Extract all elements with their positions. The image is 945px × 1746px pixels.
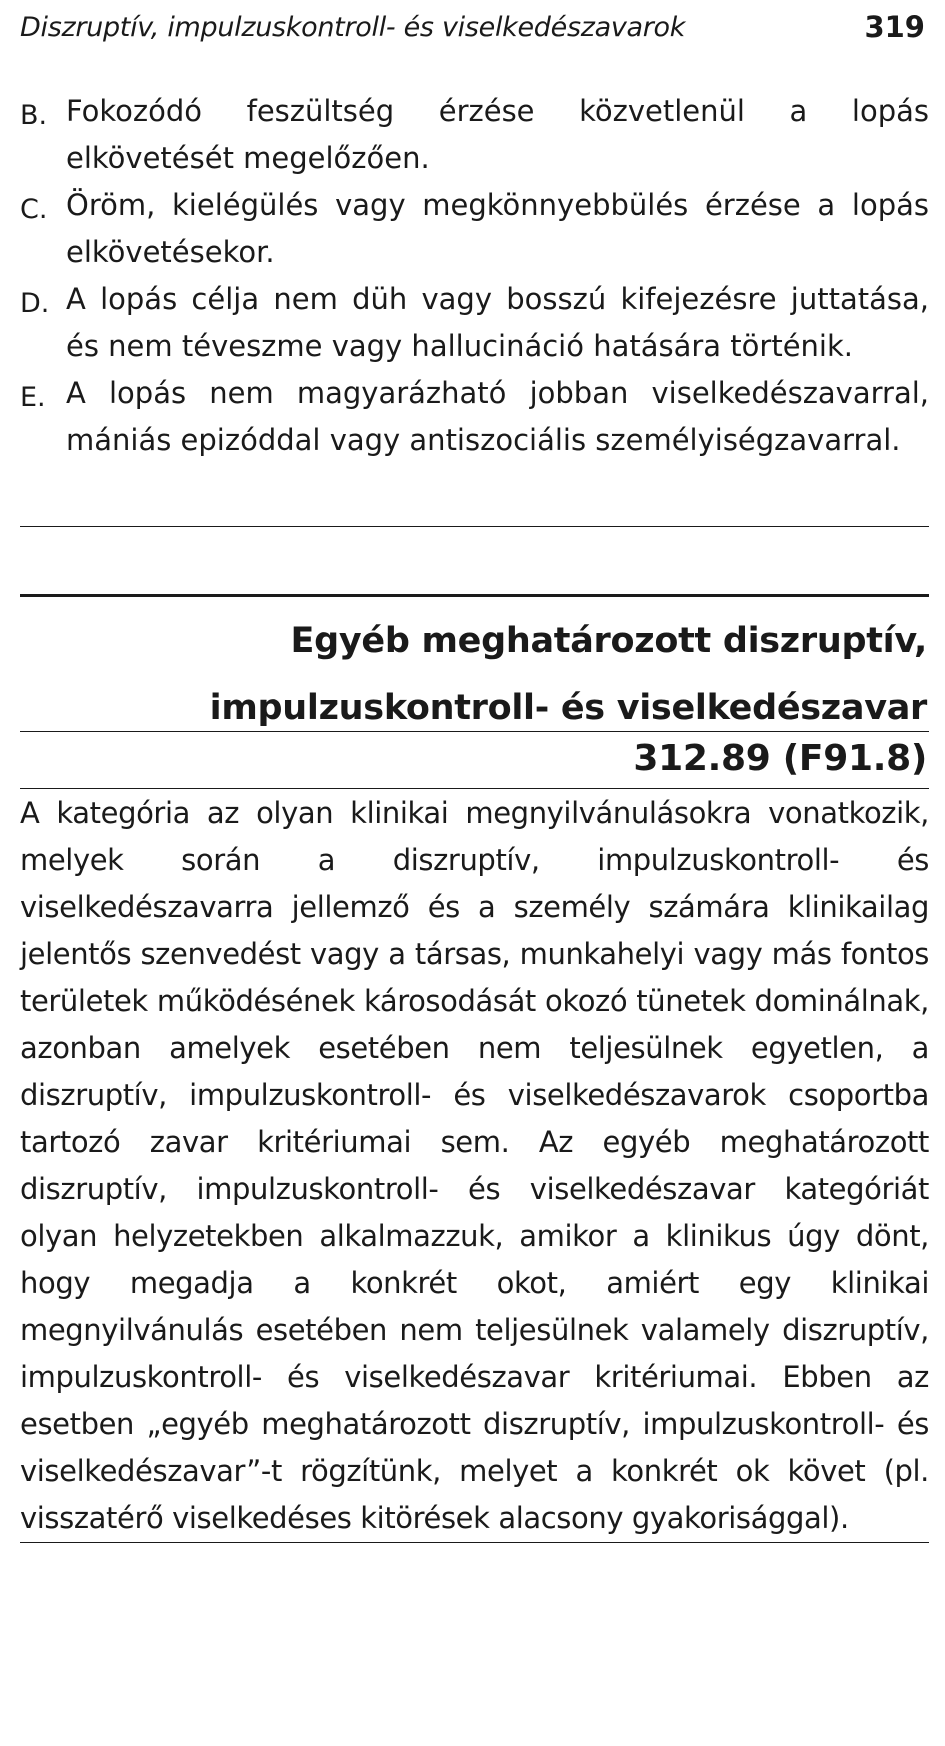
criterion-text: Öröm, kielégülés vagy megkönnyebbülés érzése a lopás elkövetésekor. [66, 188, 929, 269]
section-bottom-rule [20, 1542, 929, 1543]
code-underline-rule [20, 788, 929, 789]
section-top-rule [20, 594, 929, 597]
criterion-c [20, 182, 929, 276]
criterion-e [20, 370, 929, 464]
criterion-letter: B. [20, 100, 48, 131]
criterion-text: A lopás nem magyarázható jobban viselkedészavarral, mániás epizóddal vagy antiszociális személyiségzavarral. [66, 376, 929, 457]
page-header [20, 8, 929, 48]
diagnostic-code: 312.89 (F91.8) [633, 738, 927, 779]
criteria-end-rule [20, 526, 929, 527]
criterion-text: Fokozódó feszültség érzése közvetlenül a lopás elkövetését megelőzően. [66, 94, 929, 175]
criterion-letter: D. [20, 288, 50, 319]
page-number: 319 [864, 10, 925, 44]
section-title-line1: Egyéb meghatározott diszruptív, [290, 621, 927, 661]
section-title-line2: impulzuskontroll- és viselkedészavar [209, 688, 927, 728]
criterion-b [20, 88, 929, 182]
title-underline-rule [20, 731, 929, 732]
section-title [20, 608, 927, 742]
criteria-list [20, 88, 929, 464]
criterion-d [20, 276, 929, 370]
running-head: Diszruptív, impulzuskontroll- és viselkedészavarok [20, 12, 686, 43]
criterion-text: A lopás célja nem düh vagy bosszú kifejezésre juttatása, és nem téveszme vagy hallucináció hatására történik. [66, 282, 929, 363]
section-body-text: A kategória az olyan klinikai megnyilvánulásokra vonatkozik, melyek során a diszruptív, impulzuskontroll- és viselkedészavarra jellemző és a személy számára klinikailag jelentős szenvedést vagy a társas, munkahelyi vagy más fontos területek működésének károsodását okozó tünetek dominálnak, azonban amelyek esetében nem teljesülnek egyetlen, a diszruptív, impulzuskontroll- és viselkedészavarok csoportba tartozó zavar kritériumai sem. Az egyéb meghatározott diszruptív, impulzuskontroll- és viselkedészavar kategóriát olyan helyzetekben alkalmazzuk, amikor a klinikus úgy dönt, hogy megadja a konkrét okot, amiért egy klinikai megnyilvánulás esetében nem teljesülnek valamely diszruptív, impulzuskontroll- és viselkedészavar kritériumai. Ebben az esetben „egyéb meghatározott diszruptív, impulzuskontroll- és viselkedészavar”-t rögzítünk, melyet a konkrét ok követ (pl. visszatérő viselkedéses kitörések alacsony gyakorisággal). [20, 796, 929, 1535]
criterion-letter: E. [20, 382, 46, 413]
criterion-letter: C. [20, 194, 48, 225]
